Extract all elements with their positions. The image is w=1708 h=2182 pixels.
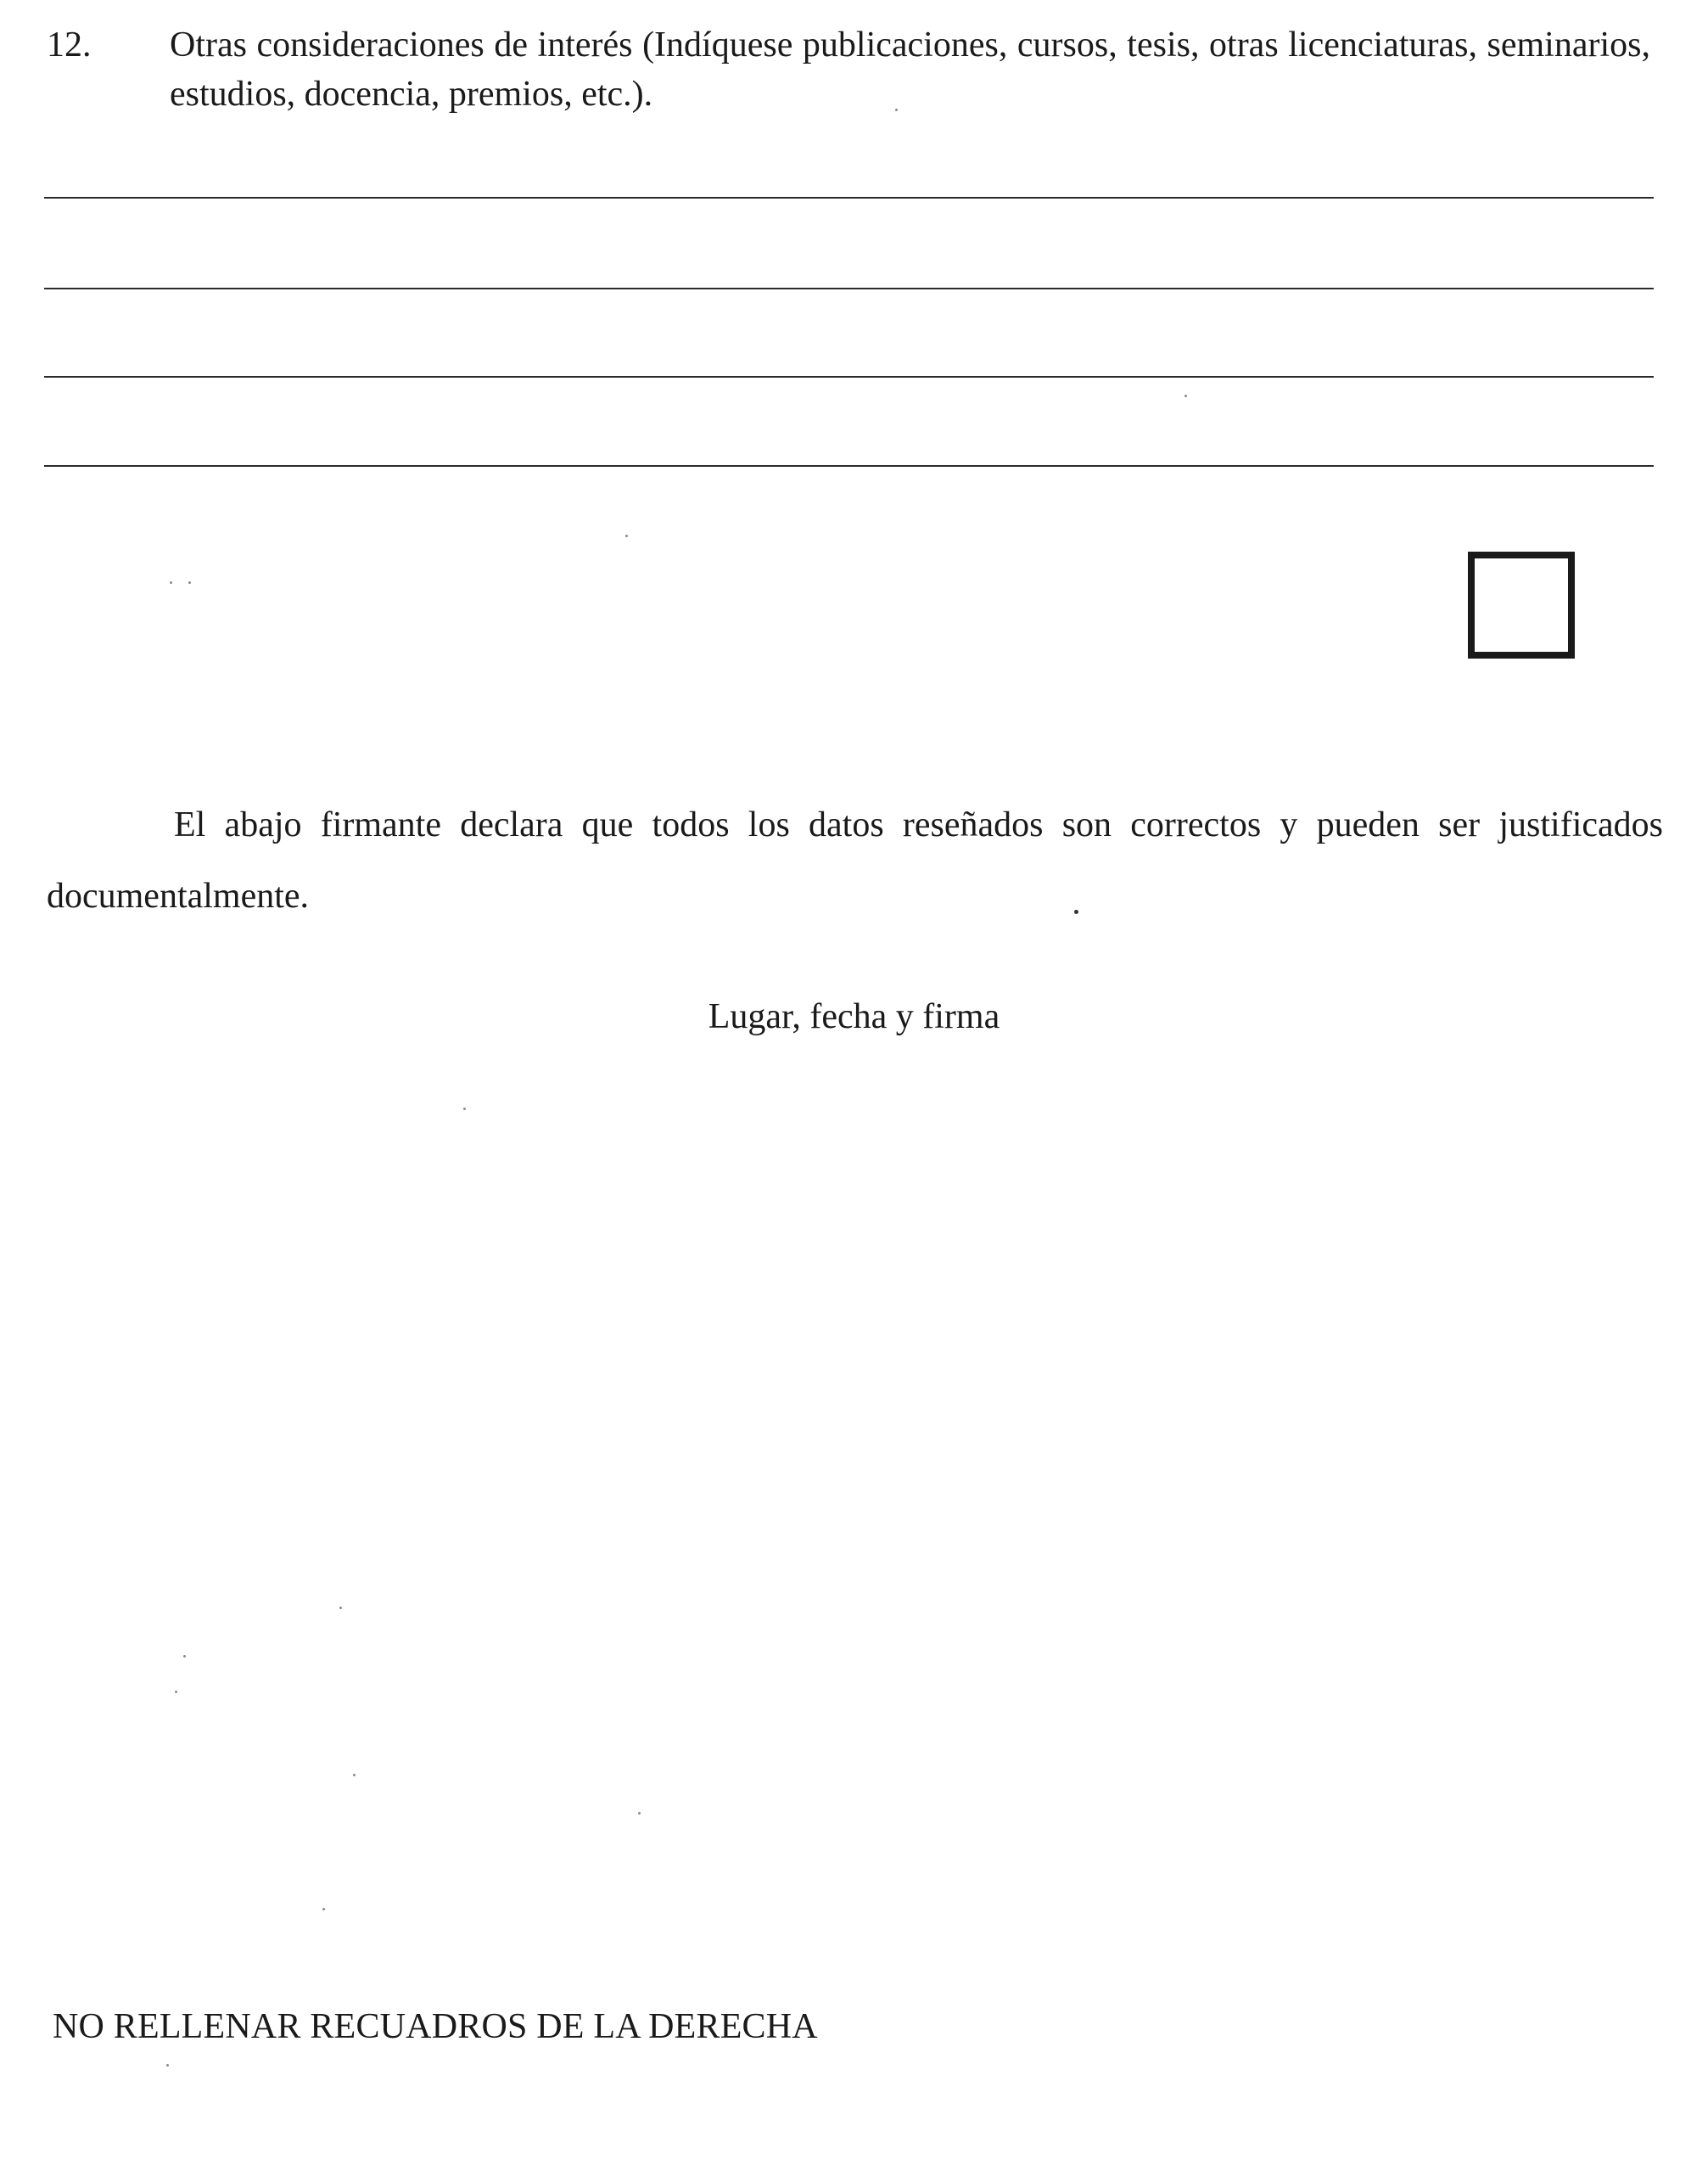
question-number: 12. bbox=[47, 25, 92, 65]
scan-speck bbox=[166, 2064, 169, 2067]
scan-speck bbox=[463, 1108, 466, 1110]
scan-speck bbox=[895, 109, 898, 111]
scan-speck bbox=[188, 581, 191, 584]
question-text: Otras consideraciones de interés (Indíquese publicaciones, cursos, tesis, otras licenciaturas, seminarios, estudios, docencia, premios, etc.). bbox=[170, 25, 1650, 114]
scan-speck bbox=[322, 1908, 325, 1910]
declaration-text: El abajo firmante declara que todos los datos reseñados son correctos y pueden ser justificados documentalmente. bbox=[47, 805, 1663, 916]
scan-speck bbox=[1184, 395, 1187, 397]
scan-speck bbox=[170, 581, 172, 584]
scan-speck bbox=[625, 535, 628, 537]
signature-label: Lugar, fecha y firma bbox=[708, 997, 1000, 1036]
answer-line-1[interactable] bbox=[44, 197, 1654, 199]
answer-line-4[interactable] bbox=[44, 465, 1654, 467]
scan-speck bbox=[1074, 910, 1078, 914]
scan-speck bbox=[638, 1812, 641, 1815]
footer-note: NO RELLENAR RECUADROS DE LA DERECHA bbox=[53, 2007, 818, 2046]
scan-speck bbox=[353, 1774, 356, 1776]
answer-line-3[interactable] bbox=[44, 376, 1654, 378]
office-use-checkbox[interactable] bbox=[1468, 552, 1575, 659]
scan-speck bbox=[175, 1691, 177, 1693]
answer-line-2[interactable] bbox=[44, 288, 1654, 289]
scan-speck bbox=[183, 1655, 186, 1658]
scan-speck bbox=[339, 1607, 342, 1609]
